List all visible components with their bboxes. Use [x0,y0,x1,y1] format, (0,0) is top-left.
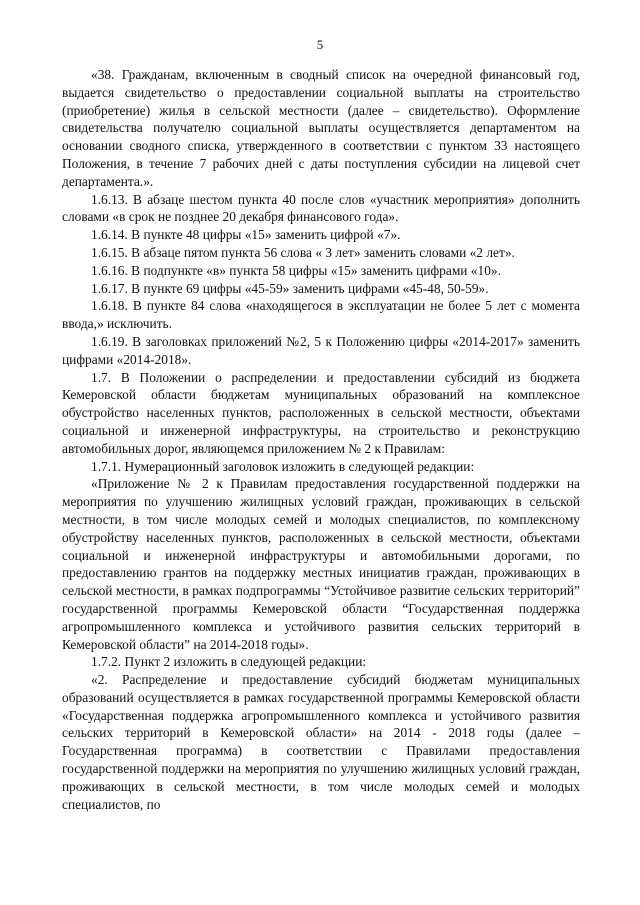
paragraph-2-subsidies: «2. Распределение и предоставление субсидий бюджетам муниципальных образований осуществляется в рамках государственной программы Кемеровской области «Государственная поддержка агропромышленного комплекса и устойчивого развития сельских территорий в Кемеровской области» на 2014 - 2018 годы (далее – Государственная программа) в соответствии с Правилами предоставления государственной поддержки на мероприятия по улучшению жилищных условий граждан, проживающих в сельской местности, в том числе молодых семей и молодых специалистов, по [62,672,580,812]
paragraph-1-7: 1.7. В Положении о распределении и предоставлении субсидий из бюджета Кемеровской области бюджетам муниципальных образований на комплексное обустройство населенных пунктов, расположенных в сельской местности, объектами социальной и инженерной инфраструктуры, на строительство и реконструкцию автомобильных дорог, являющемся приложением № 2 к Правилам: [62,369,580,456]
paragraph-1-7-1: 1.7.1. Нумерационный заголовок изложить в следующей редакции: [91,458,475,474]
paragraph-1-6-19: 1.6.19. В заголовках приложений №2, 5 к Положению цифры «2014-2017» заменить цифрами «2014-2018». [62,333,580,367]
paragraph-1-6-13: 1.6.13. В абзаце шестом пункта 40 после слов «участник мероприятия» дополнить словами «в срок не позднее 20 декабря финансового года». [62,191,580,225]
paragraph-1-6-17: 1.6.17. В пункте 69 цифры «45-59» заменить цифрами «45-48, 50-59». [91,280,489,296]
page-number: 5 [316,37,324,52]
paragraph-1-7-2: 1.7.2. Пункт 2 изложить в следующей редакции: [91,654,367,670]
document-body [62,66,580,813]
paragraph-38-certificate: «38. Гражданам, включенным в сводный список на очередной финансовый год, выдается свидетельство о предоставлении социальной выплаты на строительство (приобретение) жилья в сельской местности (далее – свидетельство). Оформление свидетельства получателю социальной выплаты осуществляется департаментом на основании сводного списка, утвержденного в соответствии с пунктом 33 настоящего Положения, в течение 7 рабочих дней с даты поступления субсидии на лицевой счет департамента.». [62,67,580,189]
paragraph-1-6-15: 1.6.15. В абзаце пятом пункта 56 слова « 3 лет» заменить словами «2 лет». [91,244,515,260]
paragraph-1-6-16: 1.6.16. В подпункте «в» пункта 58 цифры «15» заменить цифрами «10». [91,262,501,278]
paragraph-1-6-18: 1.6.18. В пункте 84 слова «находящегося в эксплуатации не более 5 лет с момента ввода,» исключить. [62,298,580,332]
paragraph-appendix-2-heading: «Приложение № 2 к Правилам предоставления государственной поддержки на мероприятия по улучшению жилищных условий граждан, проживающих в сельской местности, в том числе молодых семей и молодых специалистов, по комплексному обустройству населенных пунктов, расположенных в сельской местности, объектами социальной и инженерной инфраструктуры и автомобильными дорогами, по предоставлению грантов на поддержку местных инициатив граждан, проживающих в сельской местности, в рамках подпрограммы “Устойчивое развитие сельских территорий” государственной программы Кемеровской области “Государственная поддержка агропромышленного комплекса и устойчивого развития сельских территорий в Кемеровской области” на 2014-2018 годы». [62,476,580,652]
paragraph-1-6-14: 1.6.14. В пункте 48 цифры «15» заменить цифрой «7». [91,227,401,243]
